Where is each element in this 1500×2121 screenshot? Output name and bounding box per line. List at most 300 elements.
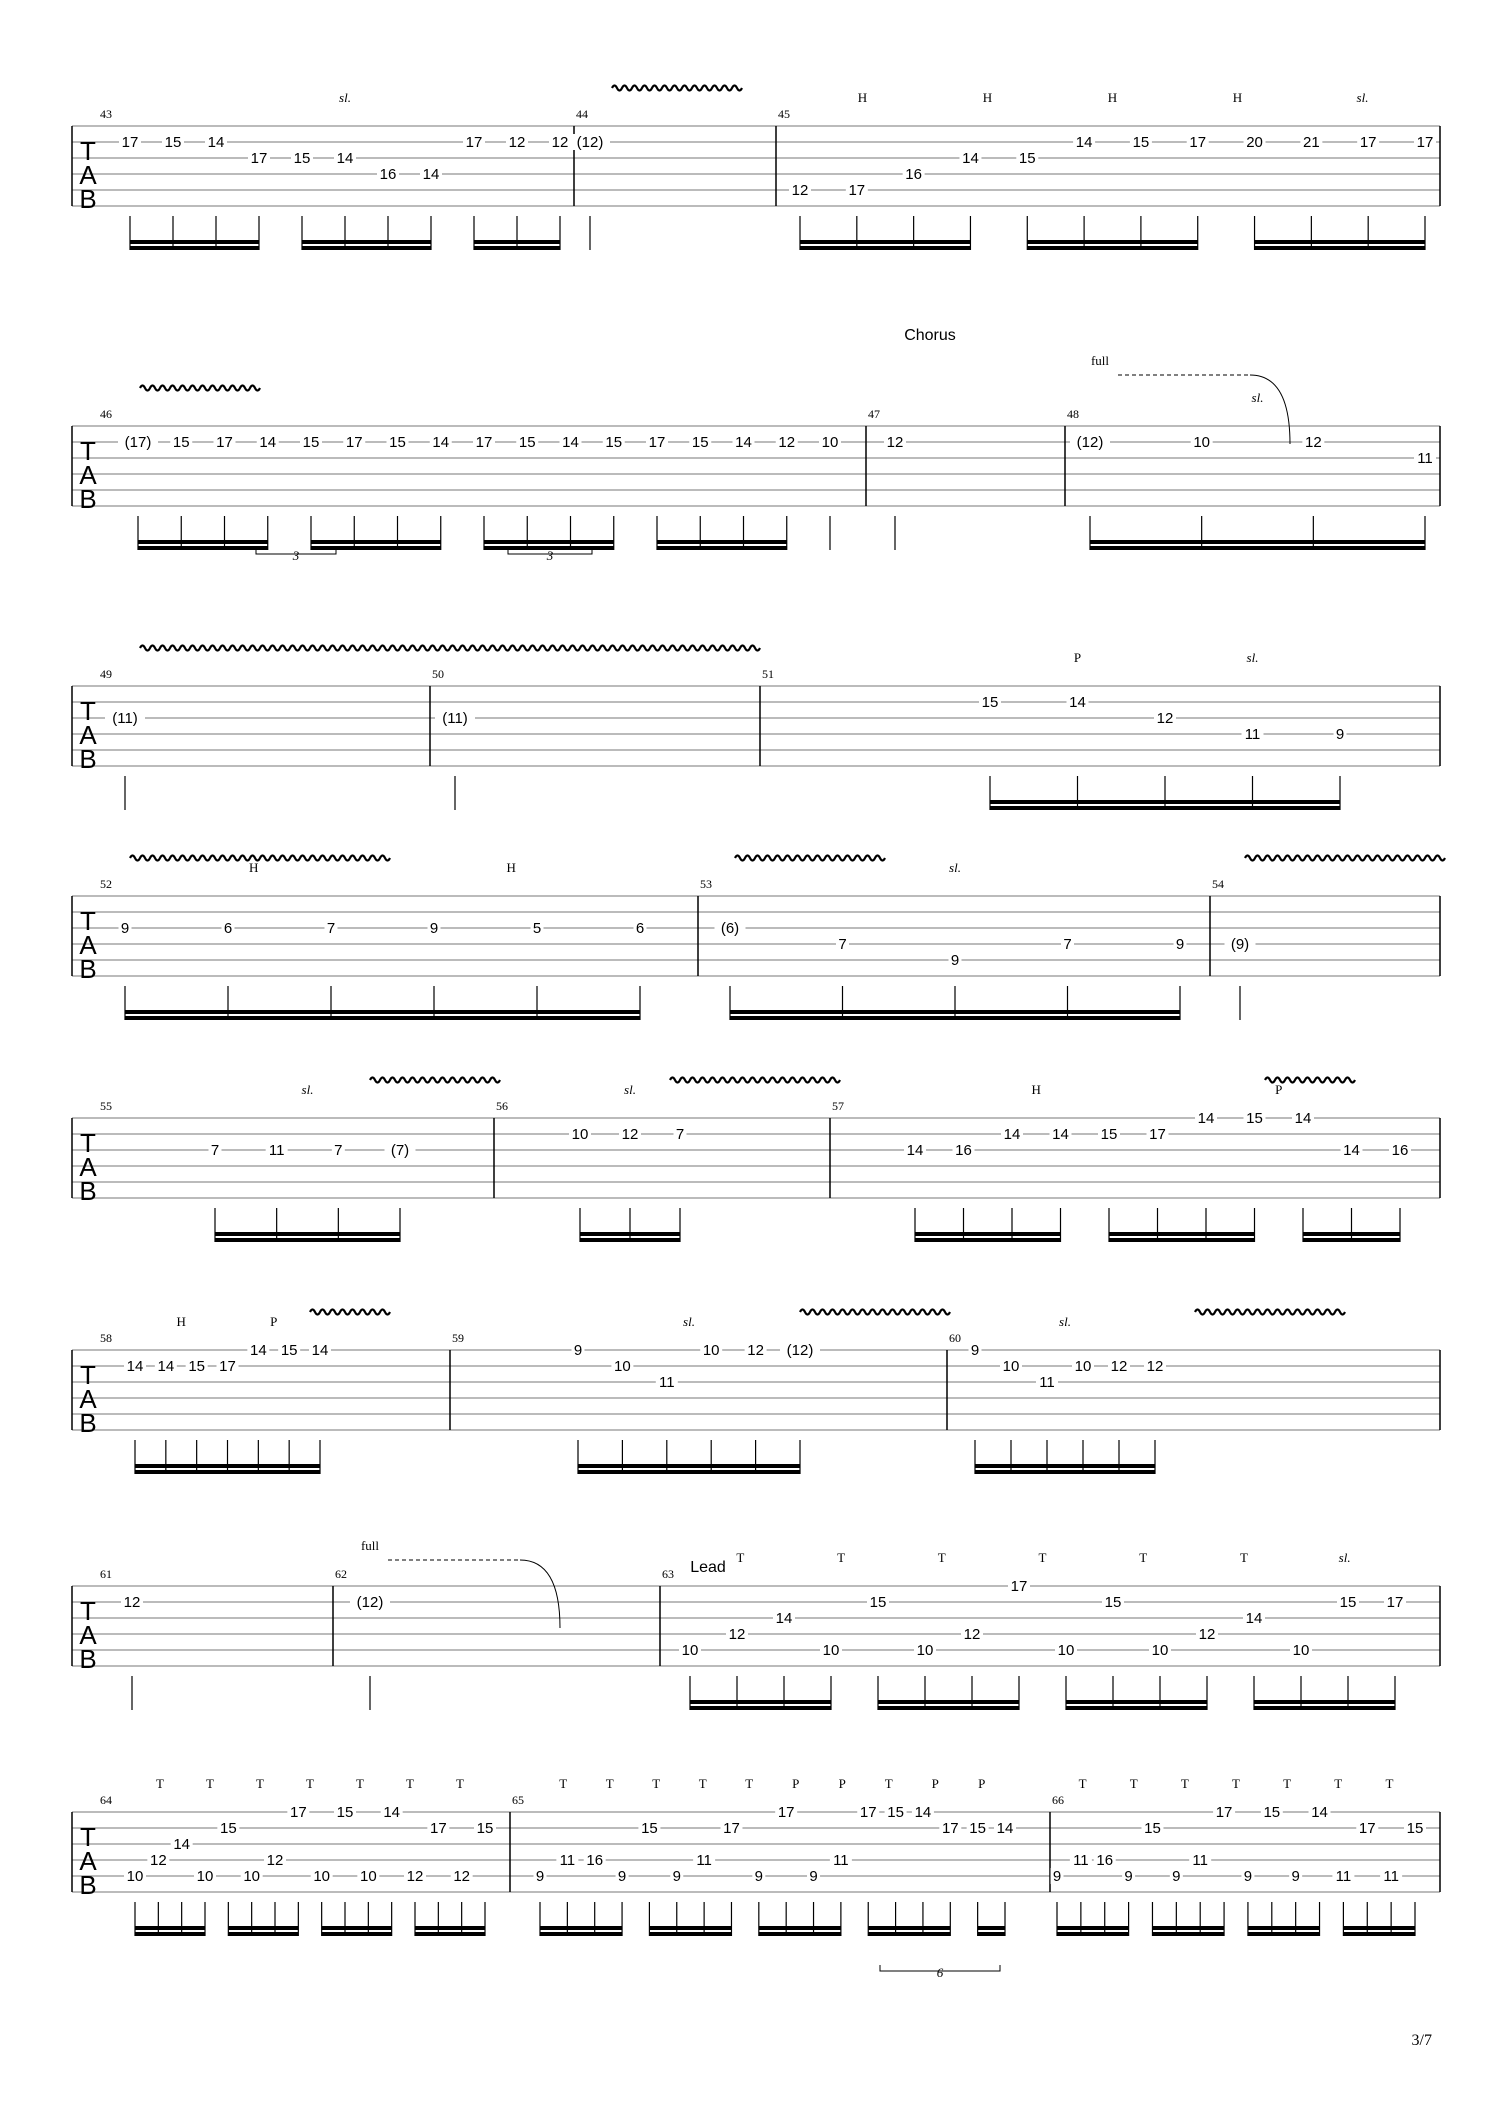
tab-system bbox=[72, 1078, 1440, 1243]
beam bbox=[135, 1926, 205, 1930]
beam bbox=[1027, 240, 1197, 244]
fret-number: 9 bbox=[1335, 726, 1345, 743]
fret-number: 12 bbox=[1146, 1358, 1164, 1375]
beam bbox=[138, 540, 268, 544]
measure-number: 57 bbox=[832, 1099, 844, 1113]
fret-number: 10 bbox=[916, 1642, 934, 1659]
fret-number: 17 bbox=[777, 1804, 795, 1821]
measure-number: 43 bbox=[100, 107, 112, 121]
tab-clef-a: A bbox=[79, 1384, 97, 1414]
measure-number: 62 bbox=[335, 1567, 347, 1581]
fret-number: 7 bbox=[675, 1126, 685, 1143]
fret-number: (11) bbox=[112, 710, 138, 727]
fret-number: 14 bbox=[1294, 1110, 1312, 1127]
fret-number: 14 bbox=[259, 434, 277, 451]
fret-number: 12 bbox=[266, 1852, 284, 1869]
tuplet-number: 3 bbox=[292, 548, 300, 563]
bend-amount: full bbox=[1090, 353, 1110, 368]
beam bbox=[1090, 546, 1425, 550]
fret-number: 14 bbox=[207, 134, 225, 151]
fret-number: 12 bbox=[791, 182, 809, 199]
slide-mark: sl. bbox=[949, 860, 961, 875]
technique-mark: H bbox=[982, 90, 993, 105]
measure-number: 47 bbox=[868, 407, 880, 421]
measure-number: 54 bbox=[1212, 877, 1224, 891]
beam bbox=[868, 1932, 950, 1936]
slide-mark: sl. bbox=[1356, 90, 1369, 105]
vibrato-mark bbox=[1195, 1310, 1345, 1315]
fret-number: 9 bbox=[573, 1342, 583, 1359]
tab-clef-b: B bbox=[79, 484, 97, 514]
fret-number: 17 bbox=[250, 150, 268, 167]
technique-mark: H bbox=[857, 90, 868, 105]
beam bbox=[1066, 1706, 1207, 1710]
fret-number: 14 bbox=[906, 1142, 924, 1159]
fret-number: 14 bbox=[914, 1804, 932, 1821]
fret-number: 9 bbox=[1291, 1868, 1300, 1885]
fret-number: 15 bbox=[969, 1820, 986, 1837]
fret-number: 17 bbox=[848, 182, 866, 199]
vibrato-mark bbox=[800, 1310, 950, 1315]
fret-number: 15 bbox=[476, 1820, 494, 1837]
tab-clef-b: B bbox=[79, 1870, 97, 1900]
fret-number: 17 bbox=[941, 1820, 959, 1837]
vibrato-mark bbox=[310, 1310, 390, 1315]
fret-number: 17 bbox=[723, 1820, 740, 1837]
fret-number: 10 bbox=[702, 1342, 720, 1359]
fret-number: 14 bbox=[1343, 1142, 1360, 1159]
tab-clef-a: A bbox=[79, 460, 97, 490]
fret-number: 16 bbox=[905, 166, 922, 183]
fret-number: 9 bbox=[1175, 936, 1185, 953]
slide-mark: sl. bbox=[1246, 650, 1259, 665]
beam bbox=[1109, 1238, 1255, 1242]
measure-number: 53 bbox=[700, 877, 712, 891]
fret-number: 9 bbox=[1124, 1868, 1133, 1885]
tab-system bbox=[72, 646, 1440, 811]
fret-number: 9 bbox=[535, 1868, 545, 1885]
fret-number: 17 bbox=[648, 434, 666, 451]
technique-mark: H bbox=[1232, 90, 1243, 105]
fret-number: (6) bbox=[720, 920, 740, 937]
tuplet-number: 3 bbox=[546, 548, 554, 563]
technique-mark: T bbox=[1129, 1776, 1138, 1791]
fret-number: 7 bbox=[210, 1142, 220, 1159]
beam bbox=[302, 246, 431, 250]
fret-number: 12 bbox=[453, 1868, 471, 1885]
beam bbox=[415, 1932, 485, 1936]
fret-number: 11 bbox=[1383, 1868, 1399, 1885]
fret-number: 9 bbox=[1172, 1868, 1181, 1885]
technique-mark: T bbox=[1139, 1550, 1148, 1565]
beam bbox=[657, 546, 787, 550]
fret-number: 9 bbox=[429, 920, 439, 937]
fret-number: 14 bbox=[422, 166, 440, 183]
measure-number: 64 bbox=[100, 1793, 112, 1807]
fret-number: 20 bbox=[1246, 134, 1263, 151]
slide-mark: sl. bbox=[301, 1082, 314, 1097]
tab-clef-b: B bbox=[79, 1644, 97, 1674]
beam bbox=[125, 1010, 640, 1014]
beam bbox=[540, 1932, 622, 1936]
beam bbox=[800, 246, 970, 250]
tab-clef-b: B bbox=[79, 954, 97, 984]
fret-number: 10 bbox=[1057, 1642, 1075, 1659]
technique-mark: H bbox=[1107, 90, 1118, 105]
fret-number: (12) bbox=[786, 1342, 814, 1359]
beam bbox=[215, 1232, 400, 1236]
beam bbox=[130, 240, 259, 244]
fret-number: 12 bbox=[406, 1868, 424, 1885]
beam bbox=[215, 1238, 400, 1242]
fret-number: 14 bbox=[126, 1358, 144, 1375]
tab-clef-t: T bbox=[80, 906, 96, 936]
fret-number: 16 bbox=[586, 1852, 604, 1869]
beam bbox=[915, 1238, 1061, 1242]
beam bbox=[302, 240, 431, 244]
beam bbox=[690, 1706, 831, 1710]
measure-number: 45 bbox=[778, 107, 790, 121]
beam bbox=[1255, 240, 1425, 244]
technique-mark: T bbox=[256, 1776, 264, 1791]
fret-number: 14 bbox=[1245, 1610, 1263, 1627]
technique-mark: T bbox=[306, 1776, 314, 1791]
beam bbox=[228, 1926, 298, 1930]
beam bbox=[484, 540, 614, 544]
beam bbox=[415, 1926, 485, 1930]
fret-number: 10 bbox=[1002, 1358, 1020, 1375]
beam bbox=[690, 1700, 831, 1704]
section-label-chorus: Chorus bbox=[904, 327, 956, 344]
fret-number: 17 bbox=[121, 134, 139, 151]
fret-number: 7 bbox=[1063, 936, 1072, 953]
fret-number: 17 bbox=[345, 434, 363, 451]
fret-number: 11 bbox=[833, 1852, 849, 1869]
beam bbox=[135, 1470, 320, 1474]
tab-clef-t: T bbox=[80, 696, 96, 726]
slide-mark: sl. bbox=[683, 1314, 695, 1329]
tab-system bbox=[72, 386, 1440, 551]
fret-number: 14 bbox=[1069, 694, 1086, 711]
fret-number: 9 bbox=[617, 1868, 627, 1885]
fret-number: 15 bbox=[518, 434, 536, 451]
fret-number: 12 bbox=[1110, 1358, 1128, 1375]
technique-mark: T bbox=[1334, 1776, 1343, 1791]
fret-number: (12) bbox=[1076, 434, 1104, 451]
beam bbox=[138, 546, 268, 550]
fret-number: (12) bbox=[576, 134, 604, 151]
fret-number: 10 bbox=[313, 1868, 331, 1885]
fret-number: 15 bbox=[1246, 1110, 1263, 1127]
fret-number: 12 bbox=[123, 1594, 141, 1611]
tab-clef-a: A bbox=[79, 720, 97, 750]
fret-number: 10 bbox=[196, 1868, 214, 1885]
fret-number: 17 bbox=[289, 1804, 307, 1821]
fret-number: 11 bbox=[1073, 1852, 1089, 1869]
tab-clef-b: B bbox=[79, 184, 97, 214]
tab-system bbox=[72, 1310, 1440, 1475]
fret-number: 14 bbox=[735, 434, 752, 451]
fret-number: 11 bbox=[659, 1374, 675, 1391]
fret-number: 10 bbox=[681, 1642, 699, 1659]
technique-mark: T bbox=[652, 1776, 661, 1791]
fret-number: 11 bbox=[1192, 1852, 1208, 1869]
tab-system bbox=[72, 86, 1440, 251]
fret-number: 14 bbox=[249, 1342, 267, 1359]
fret-number: 12 bbox=[886, 434, 904, 451]
fret-number: 10 bbox=[359, 1868, 377, 1885]
fret-number: 15 bbox=[1263, 1804, 1281, 1821]
fret-number: 14 bbox=[562, 434, 579, 451]
fret-number: 5 bbox=[532, 920, 542, 937]
measure-number: 55 bbox=[100, 1099, 112, 1113]
technique-mark: T bbox=[1283, 1776, 1292, 1791]
measure-number: 56 bbox=[496, 1099, 508, 1113]
fret-number: 21 bbox=[1303, 134, 1320, 151]
fret-number: 17 bbox=[429, 1820, 447, 1837]
beam bbox=[1254, 1706, 1395, 1710]
measure-number: 44 bbox=[576, 107, 588, 121]
tab-clef-a: A bbox=[79, 1152, 97, 1182]
fret-number: (7) bbox=[390, 1142, 410, 1159]
fret-number: 16 bbox=[379, 166, 397, 183]
vibrato-mark bbox=[140, 386, 260, 391]
fret-number: 15 bbox=[1104, 1594, 1122, 1611]
measure-number: 46 bbox=[100, 407, 112, 421]
measure-number: 61 bbox=[100, 1567, 112, 1581]
beam bbox=[975, 1464, 1155, 1468]
fret-number: 16 bbox=[955, 1142, 972, 1159]
technique-mark: P bbox=[270, 1314, 278, 1329]
fret-number: (12) bbox=[356, 1594, 384, 1611]
fret-number: 15 bbox=[605, 434, 623, 451]
fret-number: 6 bbox=[635, 920, 645, 937]
technique-mark: T bbox=[745, 1776, 754, 1791]
fret-number: 16 bbox=[1096, 1852, 1114, 1869]
fret-number: 14 bbox=[775, 1610, 793, 1627]
beam bbox=[1027, 246, 1197, 250]
technique-mark: T bbox=[937, 1550, 946, 1565]
tab-clef-b: B bbox=[79, 1176, 97, 1206]
tab-clef-a: A bbox=[79, 160, 97, 190]
fret-number: 15 bbox=[691, 434, 709, 451]
technique-mark: P bbox=[978, 1776, 986, 1791]
beam bbox=[580, 1232, 680, 1236]
measure-number: 63 bbox=[662, 1567, 674, 1581]
beam bbox=[759, 1926, 841, 1930]
beam bbox=[649, 1932, 731, 1936]
beam bbox=[474, 246, 560, 250]
technique-mark: T bbox=[559, 1776, 568, 1791]
fret-number: 17 bbox=[1215, 1804, 1233, 1821]
fret-number: 15 bbox=[219, 1820, 237, 1837]
fret-number: 12 bbox=[778, 434, 796, 451]
slide-mark: sl. bbox=[1338, 1550, 1351, 1565]
fret-number: 15 bbox=[336, 1804, 354, 1821]
section-label-lead: Lead bbox=[690, 1559, 726, 1576]
fret-number: 11 bbox=[559, 1852, 576, 1869]
technique-mark: T bbox=[837, 1550, 846, 1565]
fret-number: 17 bbox=[1189, 134, 1207, 151]
fret-number: 12 bbox=[621, 1126, 639, 1143]
beam bbox=[322, 1926, 392, 1930]
fret-number: 9 bbox=[754, 1868, 763, 1885]
fret-number: 7 bbox=[838, 936, 847, 953]
fret-number: 12 bbox=[728, 1626, 746, 1643]
fret-number: 17 bbox=[216, 434, 233, 451]
fret-number: 7 bbox=[334, 1142, 343, 1159]
fret-number: 15 bbox=[293, 150, 311, 167]
beam bbox=[1152, 1926, 1224, 1930]
fret-number: (9) bbox=[1230, 936, 1250, 953]
technique-mark: T bbox=[356, 1776, 364, 1791]
vibrato-mark bbox=[130, 856, 390, 861]
tab-clef-t: T bbox=[80, 1128, 96, 1158]
beam bbox=[580, 1238, 680, 1242]
fret-number: 14 bbox=[1003, 1126, 1021, 1143]
beam bbox=[657, 540, 787, 544]
fret-number: 14 bbox=[1311, 1804, 1328, 1821]
bend-amount: full bbox=[360, 1538, 380, 1553]
fret-number: 14 bbox=[1075, 134, 1093, 151]
fret-number: 10 bbox=[614, 1358, 631, 1375]
beam bbox=[1248, 1932, 1320, 1936]
beam bbox=[1248, 1926, 1320, 1930]
fret-number: 7 bbox=[326, 920, 336, 937]
technique-mark: P bbox=[1275, 1082, 1283, 1097]
fret-number: 14 bbox=[996, 1820, 1014, 1837]
technique-mark: P bbox=[1073, 650, 1082, 665]
tab-clef-t: T bbox=[80, 1596, 96, 1626]
technique-mark: T bbox=[698, 1776, 707, 1791]
measure-number: 60 bbox=[949, 1331, 961, 1345]
fret-number: 6 bbox=[223, 920, 233, 937]
beam bbox=[978, 1932, 1005, 1936]
fret-number: 10 bbox=[1193, 434, 1211, 451]
fret-number: 17 bbox=[219, 1358, 236, 1375]
fret-number: 10 bbox=[1074, 1358, 1092, 1375]
measure-number: 51 bbox=[762, 667, 774, 681]
measure-number: 59 bbox=[452, 1331, 464, 1345]
beam bbox=[130, 246, 259, 250]
slide-mark: sl. bbox=[1059, 1314, 1071, 1329]
technique-mark: T bbox=[605, 1776, 614, 1791]
fret-number: 9 bbox=[809, 1868, 818, 1885]
beam bbox=[540, 1926, 622, 1930]
tab-clef-t: T bbox=[80, 436, 96, 466]
fret-number: 15 bbox=[164, 134, 182, 151]
technique-mark: P bbox=[792, 1776, 800, 1791]
vibrato-mark bbox=[370, 1078, 500, 1083]
tab-system bbox=[72, 1550, 1440, 1710]
technique-mark: T bbox=[1180, 1776, 1189, 1791]
beam bbox=[1254, 1700, 1395, 1704]
fret-number: 15 bbox=[188, 1358, 206, 1375]
beam bbox=[474, 240, 560, 244]
fret-number: 11 bbox=[1244, 726, 1261, 743]
fret-number: 15 bbox=[280, 1342, 298, 1359]
beam bbox=[228, 1932, 298, 1936]
fret-number: 17 bbox=[1010, 1578, 1028, 1595]
technique-mark: T bbox=[156, 1776, 164, 1791]
fret-number: 14 bbox=[173, 1836, 191, 1853]
fret-number: 10 bbox=[243, 1868, 261, 1885]
technique-mark: H bbox=[249, 860, 259, 875]
fret-number: 17 bbox=[859, 1804, 877, 1821]
fret-number: 11 bbox=[268, 1142, 285, 1159]
fret-number: 17 bbox=[1149, 1126, 1166, 1143]
technique-mark: T bbox=[884, 1776, 893, 1791]
tab-clef-a: A bbox=[79, 1620, 97, 1650]
measure-number: 52 bbox=[100, 877, 112, 891]
beam bbox=[878, 1700, 1019, 1704]
beam bbox=[1057, 1926, 1129, 1930]
fret-number: 11 bbox=[696, 1852, 712, 1869]
fret-number: 15 bbox=[1100, 1126, 1118, 1143]
fret-number: 15 bbox=[1018, 150, 1036, 167]
tab-clef-a: A bbox=[79, 1846, 97, 1876]
beam bbox=[322, 1932, 392, 1936]
slide-mark: sl. bbox=[624, 1082, 636, 1097]
beam bbox=[1152, 1932, 1224, 1936]
tab-system bbox=[72, 856, 1445, 1021]
fret-number: 15 bbox=[641, 1820, 658, 1837]
fret-number: 9 bbox=[120, 920, 130, 937]
technique-mark: T bbox=[1232, 1776, 1240, 1791]
fret-number: 12 bbox=[963, 1626, 981, 1643]
beam bbox=[759, 1932, 841, 1936]
beam bbox=[800, 240, 970, 244]
fret-number: 17 bbox=[475, 434, 493, 451]
beam bbox=[975, 1470, 1155, 1474]
fret-number: 14 bbox=[311, 1342, 329, 1359]
fret-number: 12 bbox=[747, 1342, 764, 1359]
beam bbox=[1303, 1238, 1400, 1242]
beam bbox=[578, 1464, 800, 1468]
beam bbox=[730, 1016, 1180, 1020]
measure-number: 65 bbox=[512, 1793, 524, 1807]
beam bbox=[125, 1016, 640, 1020]
beam bbox=[978, 1926, 1005, 1930]
technique-mark: T bbox=[406, 1776, 414, 1791]
fret-number: 17 bbox=[1386, 1594, 1404, 1611]
technique-mark: T bbox=[206, 1776, 214, 1791]
beam bbox=[915, 1232, 1061, 1236]
beam bbox=[990, 800, 1340, 804]
vibrato-mark bbox=[670, 1078, 840, 1083]
fret-number: 11 bbox=[1039, 1374, 1055, 1391]
fret-number: 12 bbox=[508, 134, 526, 151]
tab-clef-t: T bbox=[80, 1822, 96, 1852]
technique-mark: T bbox=[456, 1776, 464, 1791]
fret-number: 10 bbox=[126, 1868, 144, 1885]
measure-number: 48 bbox=[1067, 407, 1079, 421]
fret-number: 14 bbox=[383, 1804, 401, 1821]
fret-number: 16 bbox=[1391, 1142, 1409, 1159]
fret-number: 11 bbox=[1417, 450, 1433, 467]
fret-number: 15 bbox=[1132, 134, 1150, 151]
fret-number: 12 bbox=[1198, 1626, 1216, 1643]
fret-number: 17 bbox=[1359, 134, 1377, 151]
fret-number: 10 bbox=[822, 1642, 840, 1659]
fret-number: 17 bbox=[1358, 1820, 1376, 1837]
beam bbox=[578, 1470, 800, 1474]
vibrato-mark bbox=[140, 646, 760, 651]
beam bbox=[1066, 1700, 1207, 1704]
fret-number: 9 bbox=[1243, 1868, 1253, 1885]
beam bbox=[1343, 1932, 1415, 1936]
fret-number: 14 bbox=[1052, 1126, 1069, 1143]
